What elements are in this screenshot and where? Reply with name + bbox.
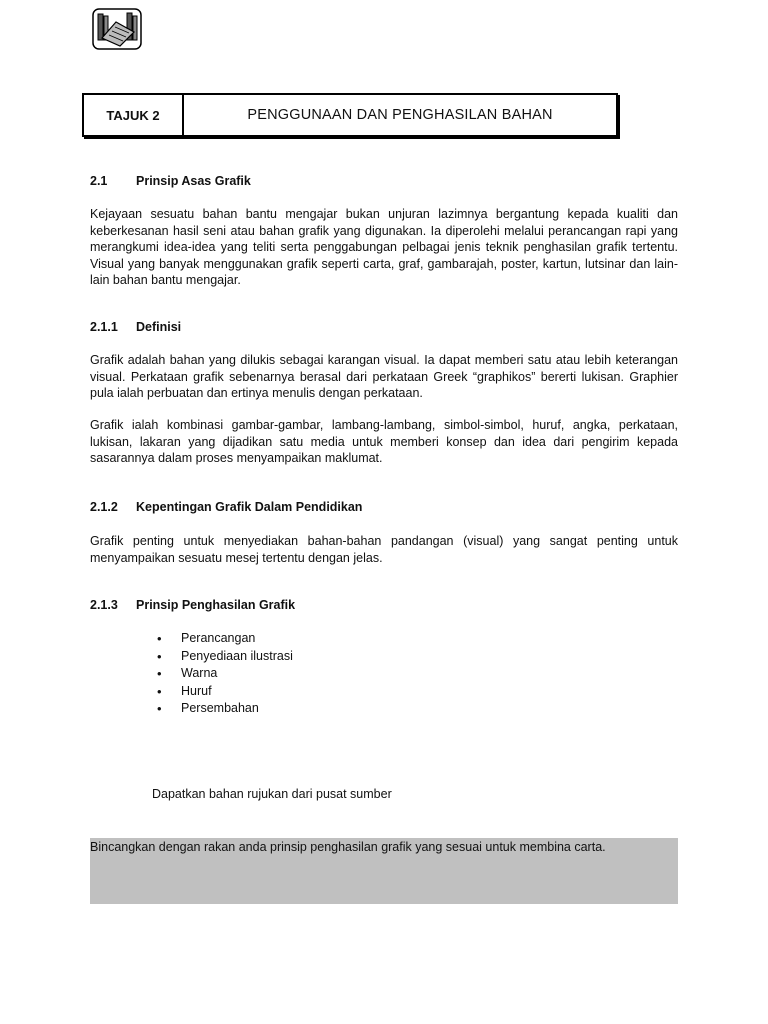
section-title: Prinsip Asas Grafik xyxy=(136,174,251,188)
list-item: • Persembahan xyxy=(155,700,293,718)
paragraph: Grafik adalah bahan yang dilukis sebagai karangan visual. Ia dapat memberi satu atau lebih keterangan visual. Perkataan grafik sebenarnya berasal dari perkataan Greek “graphikos” bererti lukisan. Graphier pula ialah perbuatan dan ertinya menulis dengan perkataan. xyxy=(90,353,678,400)
paragraph: Grafik ialah kombinasi gambar-gambar, lambang-lambang, simbol-simbol, huruf, angka, perkataan, lukisan, lakaran yang dijadikan satu media untuk memberi konsep dan idea dari pengirim kepada sasarannya dalam proses menyampaikan maklumat. xyxy=(90,418,678,465)
paragraph: Kejayaan sesuatu bahan bantu mengajar bukan unjuran lazimnya bergantung kepada kualiti dan keberkesanan hasil seni atau bahan grafik yang digunakan. Ia diperolehi melalui perancangan rapi yang merangkumi idea-idea yang teliti serta penggabungan pelbagai jenis teknik penghasilan grafik tertentu. Visual yang banyak menggunakan grafik seperti carta, graf, gambarajah, poster, kartun, lutsinar dan lain-lain bahan bantu mengajar. xyxy=(90,207,678,287)
list-item: • Warna xyxy=(155,665,293,683)
section-number: 2.1 xyxy=(90,174,108,188)
list-item: • Perancangan xyxy=(155,630,293,648)
section-title: Definisi xyxy=(136,320,182,334)
section-heading xyxy=(90,174,251,188)
list-item: • Penyediaan ilustrasi xyxy=(155,648,293,666)
book-icon xyxy=(92,8,142,50)
section-number: 2.1.2 xyxy=(90,500,118,514)
activity-box: Bincangkan dengan rakan anda prinsip penghasilan grafik yang sesuai untuk membina carta. xyxy=(90,838,678,904)
topic-title: PENGGUNAAN DAN PENGHASILAN BAHAN xyxy=(247,107,553,123)
paragraph: Grafik penting untuk menyediakan bahan-bahan pandangan (visual) yang sangat penting untuk menyampaikan sesuatu mesej tertentu dengan jelas. xyxy=(90,534,678,565)
section-heading xyxy=(90,500,362,514)
section-title: Prinsip Penghasilan Grafik xyxy=(136,598,296,612)
section-title: Kepentingan Grafik Dalam Pendidikan xyxy=(136,500,363,514)
section-number: 2.1.1 xyxy=(90,320,118,334)
section-number: 2.1.3 xyxy=(90,598,118,612)
list-item: • Huruf xyxy=(155,683,293,701)
bullet-list xyxy=(155,630,293,718)
topic-header xyxy=(82,93,618,137)
topic-label: TAJUK 2 xyxy=(84,95,184,135)
section-heading xyxy=(90,598,295,612)
section-heading xyxy=(90,320,181,334)
reference-note: Dapatkan bahan rujukan dari pusat sumber xyxy=(152,787,392,801)
